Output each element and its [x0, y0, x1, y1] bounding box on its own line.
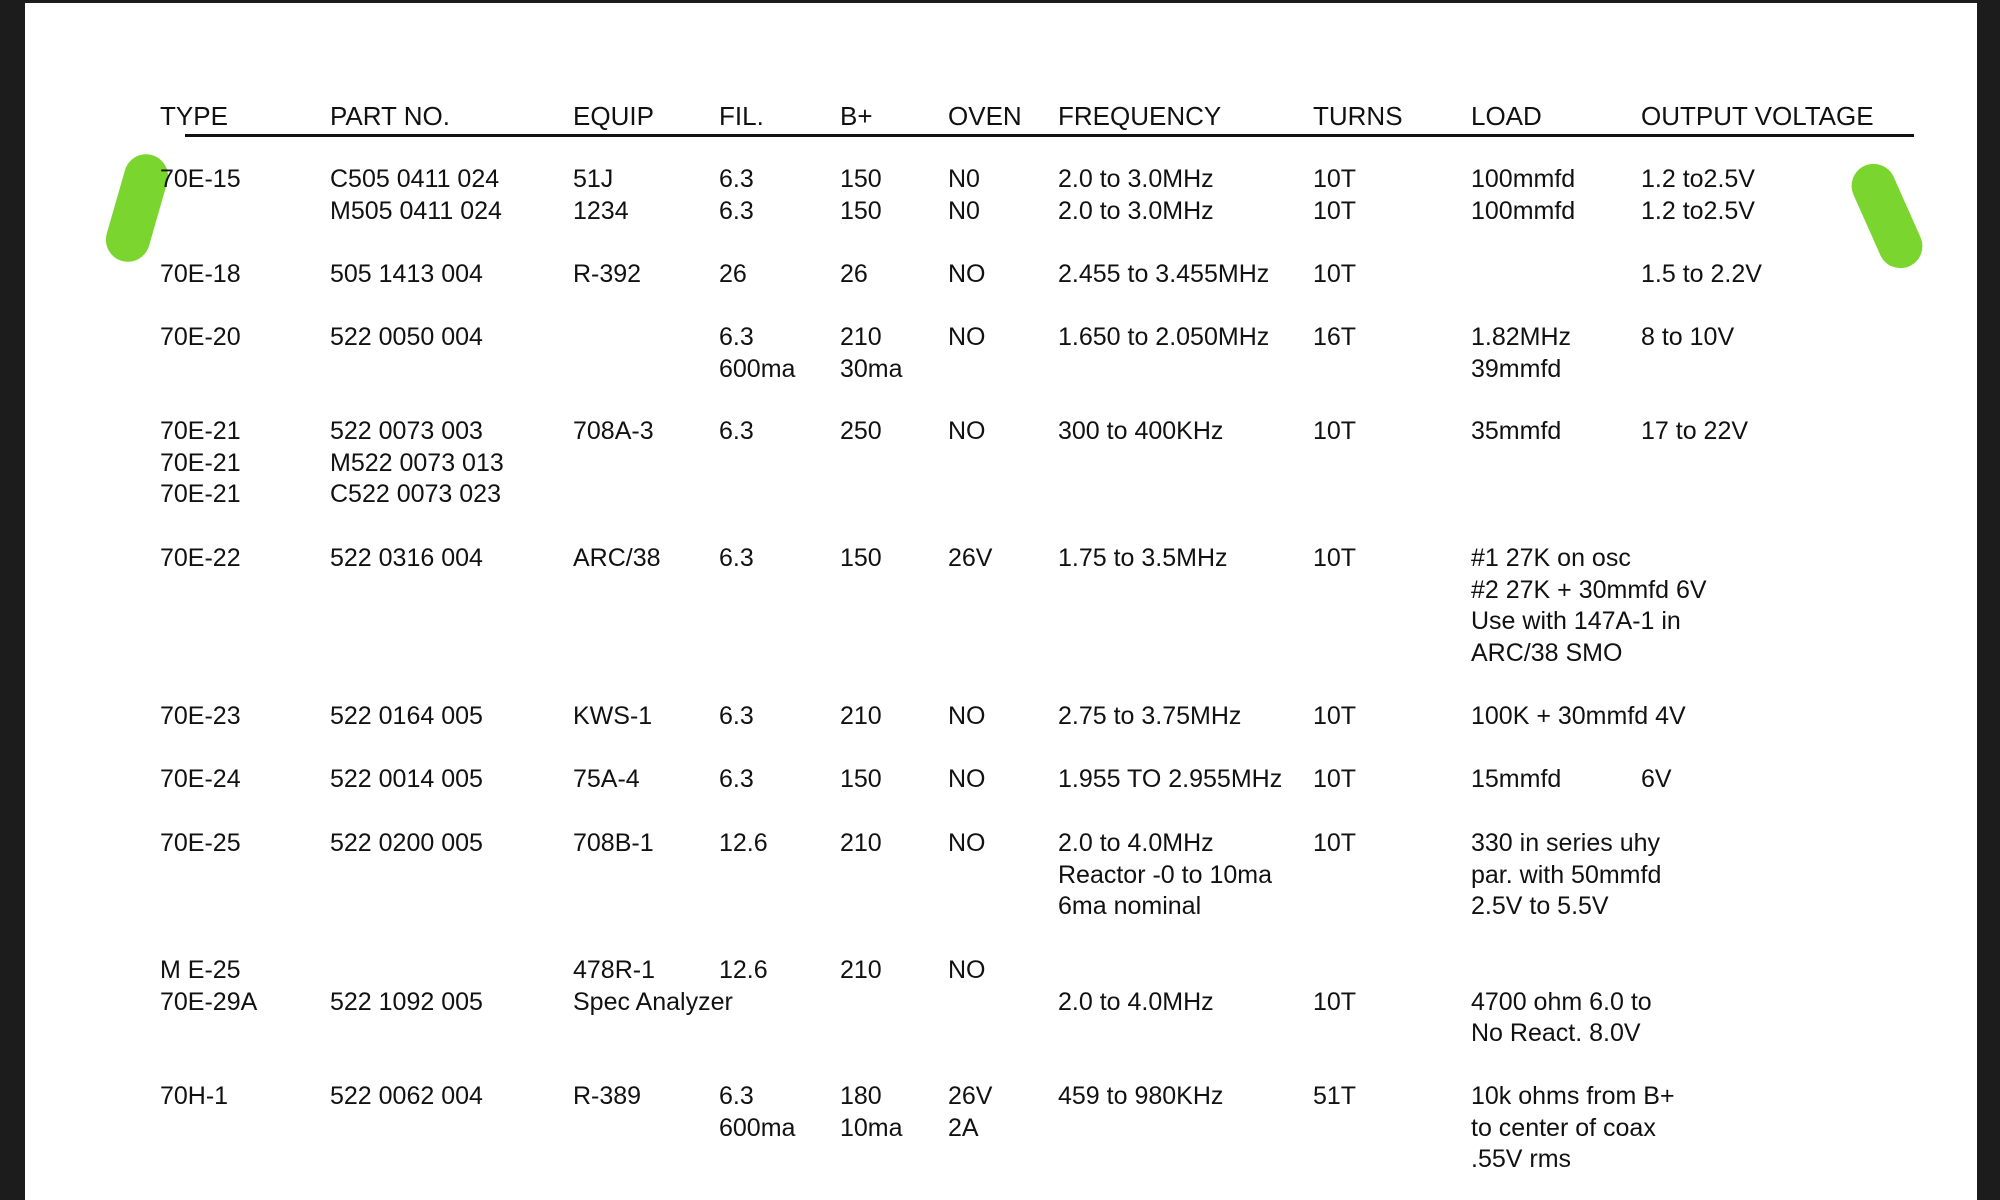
cell-oven: NO: [948, 956, 986, 984]
cell-oven: NO: [948, 829, 986, 857]
cell-load: 100K + 30mmfd 4V: [1471, 702, 1686, 730]
cell-bplus: 210: [840, 956, 882, 984]
cell-fil: 6.3: [719, 323, 754, 351]
cell-fil: 6.3: [719, 1082, 754, 1110]
cell-frequency: 1.955 TO 2.955MHz: [1058, 765, 1283, 793]
cell-fil: 6.3: [719, 765, 754, 793]
cell-part-no: 522 0062 004: [330, 1082, 483, 1110]
cell-fil: 6.3: [719, 417, 754, 445]
cell-fil: 12.6: [719, 956, 768, 984]
cell-equip: Spec Analyzer: [573, 987, 733, 1016]
cell-oven: NO: [948, 417, 986, 445]
cell-frequency: 300 to 400KHz: [1058, 417, 1224, 445]
cell-type: M E-25: [160, 956, 241, 984]
cell-frequency: 2.0 to 4.0MHz: [1058, 829, 1214, 857]
cell-turns: 10T: [1313, 196, 1357, 225]
cell-output-voltage: 6V: [1641, 765, 1672, 793]
cell-load: 15mmfd: [1471, 765, 1562, 793]
cell-bplus: 150: [840, 165, 882, 193]
cell-load: No React. 8.0V: [1471, 1019, 1641, 1047]
header-oven: OVEN: [948, 101, 1022, 131]
cell-fil: 12.6: [719, 829, 768, 857]
cell-load: 1.82MHz: [1471, 323, 1572, 351]
document-page: [25, 3, 1977, 1200]
cell-frequency: 6ma nominal: [1058, 892, 1202, 920]
cell-part-no: 522 0200 005: [330, 829, 483, 857]
header-output-voltage: OUTPUT VOLTAGE: [1641, 101, 1874, 131]
cell-frequency: 1.650 to 2.050MHz: [1058, 323, 1270, 351]
cell-part-no: 522 0050 004: [330, 323, 483, 351]
cell-type: 70E-21: [160, 448, 241, 477]
cell-bplus: 26: [840, 260, 868, 288]
cell-oven: NO: [948, 702, 986, 730]
cell-load: 330 in series uhy: [1471, 829, 1661, 857]
header-load: LOAD: [1471, 101, 1542, 131]
highlight-mark-right: [1845, 157, 1930, 275]
cell-load: #2 27K + 30mmfd 6V: [1471, 575, 1707, 604]
cell-oven: 2A: [948, 1113, 979, 1142]
cell-part-no: C505 0411 024: [330, 165, 500, 193]
cell-load: 35mmfd: [1471, 417, 1562, 445]
cell-type: 70E-22: [160, 544, 241, 572]
cell-turns: 10T: [1313, 702, 1357, 730]
cell-equip: R-392: [573, 260, 642, 288]
cell-bplus: 10ma: [840, 1113, 903, 1142]
cell-equip: R-389: [573, 1082, 642, 1110]
cell-frequency: 1.75 to 3.5MHz: [1058, 544, 1228, 572]
header-bplus: B+: [840, 101, 873, 131]
cell-load: 10k ohms from B+: [1471, 1082, 1675, 1110]
cell-bplus: 30ma: [840, 354, 903, 383]
cell-fil: 6.3: [719, 702, 754, 730]
cell-part-no: 522 0014 005: [330, 765, 483, 793]
cell-part-no: 522 0164 005: [330, 702, 483, 730]
cell-equip: 51J: [573, 165, 614, 193]
cell-oven: NO: [948, 323, 986, 351]
cell-type: 70E-29A: [160, 987, 258, 1016]
cell-part-no: 505 1413 004: [330, 260, 483, 288]
cell-output-voltage: 1.2 to2.5V: [1641, 196, 1755, 225]
cell-bplus: 150: [840, 544, 882, 572]
cell-load: 39mmfd: [1471, 354, 1562, 383]
cell-equip: ARC/38: [573, 544, 661, 572]
cell-load: 2.5V to 5.5V: [1471, 892, 1609, 920]
cell-equip: 75A-4: [573, 765, 640, 793]
cell-output-voltage: 1.2 to2.5V: [1641, 165, 1755, 193]
header-type: TYPE: [160, 101, 228, 131]
header-rule: [185, 134, 1914, 137]
cell-equip: 708B-1: [573, 829, 654, 857]
cell-frequency: 2.0 to 4.0MHz: [1058, 987, 1214, 1016]
cell-equip: KWS-1: [573, 702, 653, 730]
cell-oven: 26V: [948, 544, 993, 572]
cell-fil: 26: [719, 260, 747, 288]
cell-load: 100mmfd: [1471, 165, 1576, 193]
cell-bplus: 210: [840, 829, 882, 857]
cell-type: 70E-15: [160, 165, 241, 193]
cell-turns: 51T: [1313, 1082, 1357, 1110]
cell-frequency: 2.75 to 3.75MHz: [1058, 702, 1242, 730]
cell-equip: 708A-3: [573, 417, 654, 445]
cell-oven: NO: [948, 765, 986, 793]
cell-oven: 26V: [948, 1082, 993, 1110]
cell-fil: 600ma: [719, 1113, 796, 1142]
cell-turns: 10T: [1313, 417, 1357, 445]
cell-load: to center of coax: [1471, 1113, 1656, 1142]
header-equip: EQUIP: [573, 101, 654, 131]
header-fil: FIL.: [719, 101, 764, 131]
cell-turns: 10T: [1313, 829, 1357, 857]
cell-turns: 10T: [1313, 987, 1357, 1016]
cell-bplus: 180: [840, 1082, 882, 1110]
cell-part-no: 522 0316 004: [330, 544, 483, 572]
cell-type: 70H-1: [160, 1082, 229, 1110]
cell-type: 70E-21: [160, 480, 241, 508]
cell-bplus: 210: [840, 702, 882, 730]
cell-type: 70E-20: [160, 323, 241, 351]
cell-type: 70E-24: [160, 765, 241, 793]
cell-type: 70E-18: [160, 260, 241, 288]
cell-part-no: 522 1092 005: [330, 987, 483, 1016]
cell-load: par. with 50mmfd: [1471, 860, 1662, 889]
cell-frequency: 2.0 to 3.0MHz: [1058, 165, 1214, 193]
cell-frequency: Reactor -0 to 10ma: [1058, 860, 1272, 889]
cell-frequency: 2.0 to 3.0MHz: [1058, 196, 1214, 225]
cell-turns: 10T: [1313, 544, 1357, 572]
cell-load: Use with 147A-1 in: [1471, 607, 1681, 635]
cell-part-no: 522 0073 003: [330, 417, 483, 445]
header-turns: TURNS: [1313, 101, 1403, 131]
cell-load: 100mmfd: [1471, 196, 1576, 225]
cell-load: ARC/38 SMO: [1471, 638, 1623, 667]
cell-type: 70E-25: [160, 829, 241, 857]
cell-load: 4700 ohm 6.0 to: [1471, 987, 1652, 1016]
cell-bplus: 150: [840, 196, 882, 225]
cell-load: .55V rms: [1471, 1145, 1572, 1173]
cell-frequency: 459 to 980KHz: [1058, 1082, 1224, 1110]
cell-output-voltage: 17 to 22V: [1641, 417, 1749, 445]
header-frequency: FREQUENCY: [1058, 101, 1222, 131]
cell-fil: 6.3: [719, 165, 754, 193]
cell-part-no: M505 0411 024: [330, 196, 502, 225]
cell-fil: 6.3: [719, 544, 754, 572]
cell-bplus: 150: [840, 765, 882, 793]
cell-turns: 10T: [1313, 765, 1357, 793]
cell-turns: 16T: [1313, 323, 1357, 351]
cell-bplus: 250: [840, 417, 882, 445]
cell-type: 70E-21: [160, 417, 241, 445]
cell-output-voltage: 1.5 to 2.2V: [1641, 260, 1762, 288]
cell-type: 70E-23: [160, 702, 241, 730]
cell-output-voltage: 8 to 10V: [1641, 323, 1735, 351]
header-part-no: PART NO.: [330, 101, 450, 131]
cell-oven: NO: [948, 260, 986, 288]
cell-part-no: M522 0073 013: [330, 448, 504, 477]
cell-equip: 478R-1: [573, 956, 655, 984]
cell-turns: 10T: [1313, 260, 1357, 288]
cell-turns: 10T: [1313, 165, 1357, 193]
cell-bplus: 210: [840, 323, 882, 351]
cell-oven: N0: [948, 165, 980, 193]
cell-fil: 600ma: [719, 354, 796, 383]
cell-equip: 1234: [573, 196, 629, 225]
cell-fil: 6.3: [719, 196, 754, 225]
cell-frequency: 2.455 to 3.455MHz: [1058, 260, 1270, 288]
cell-oven: N0: [948, 196, 980, 225]
cell-part-no: C522 0073 023: [330, 480, 501, 508]
cell-load: #1 27K on osc: [1471, 544, 1631, 572]
